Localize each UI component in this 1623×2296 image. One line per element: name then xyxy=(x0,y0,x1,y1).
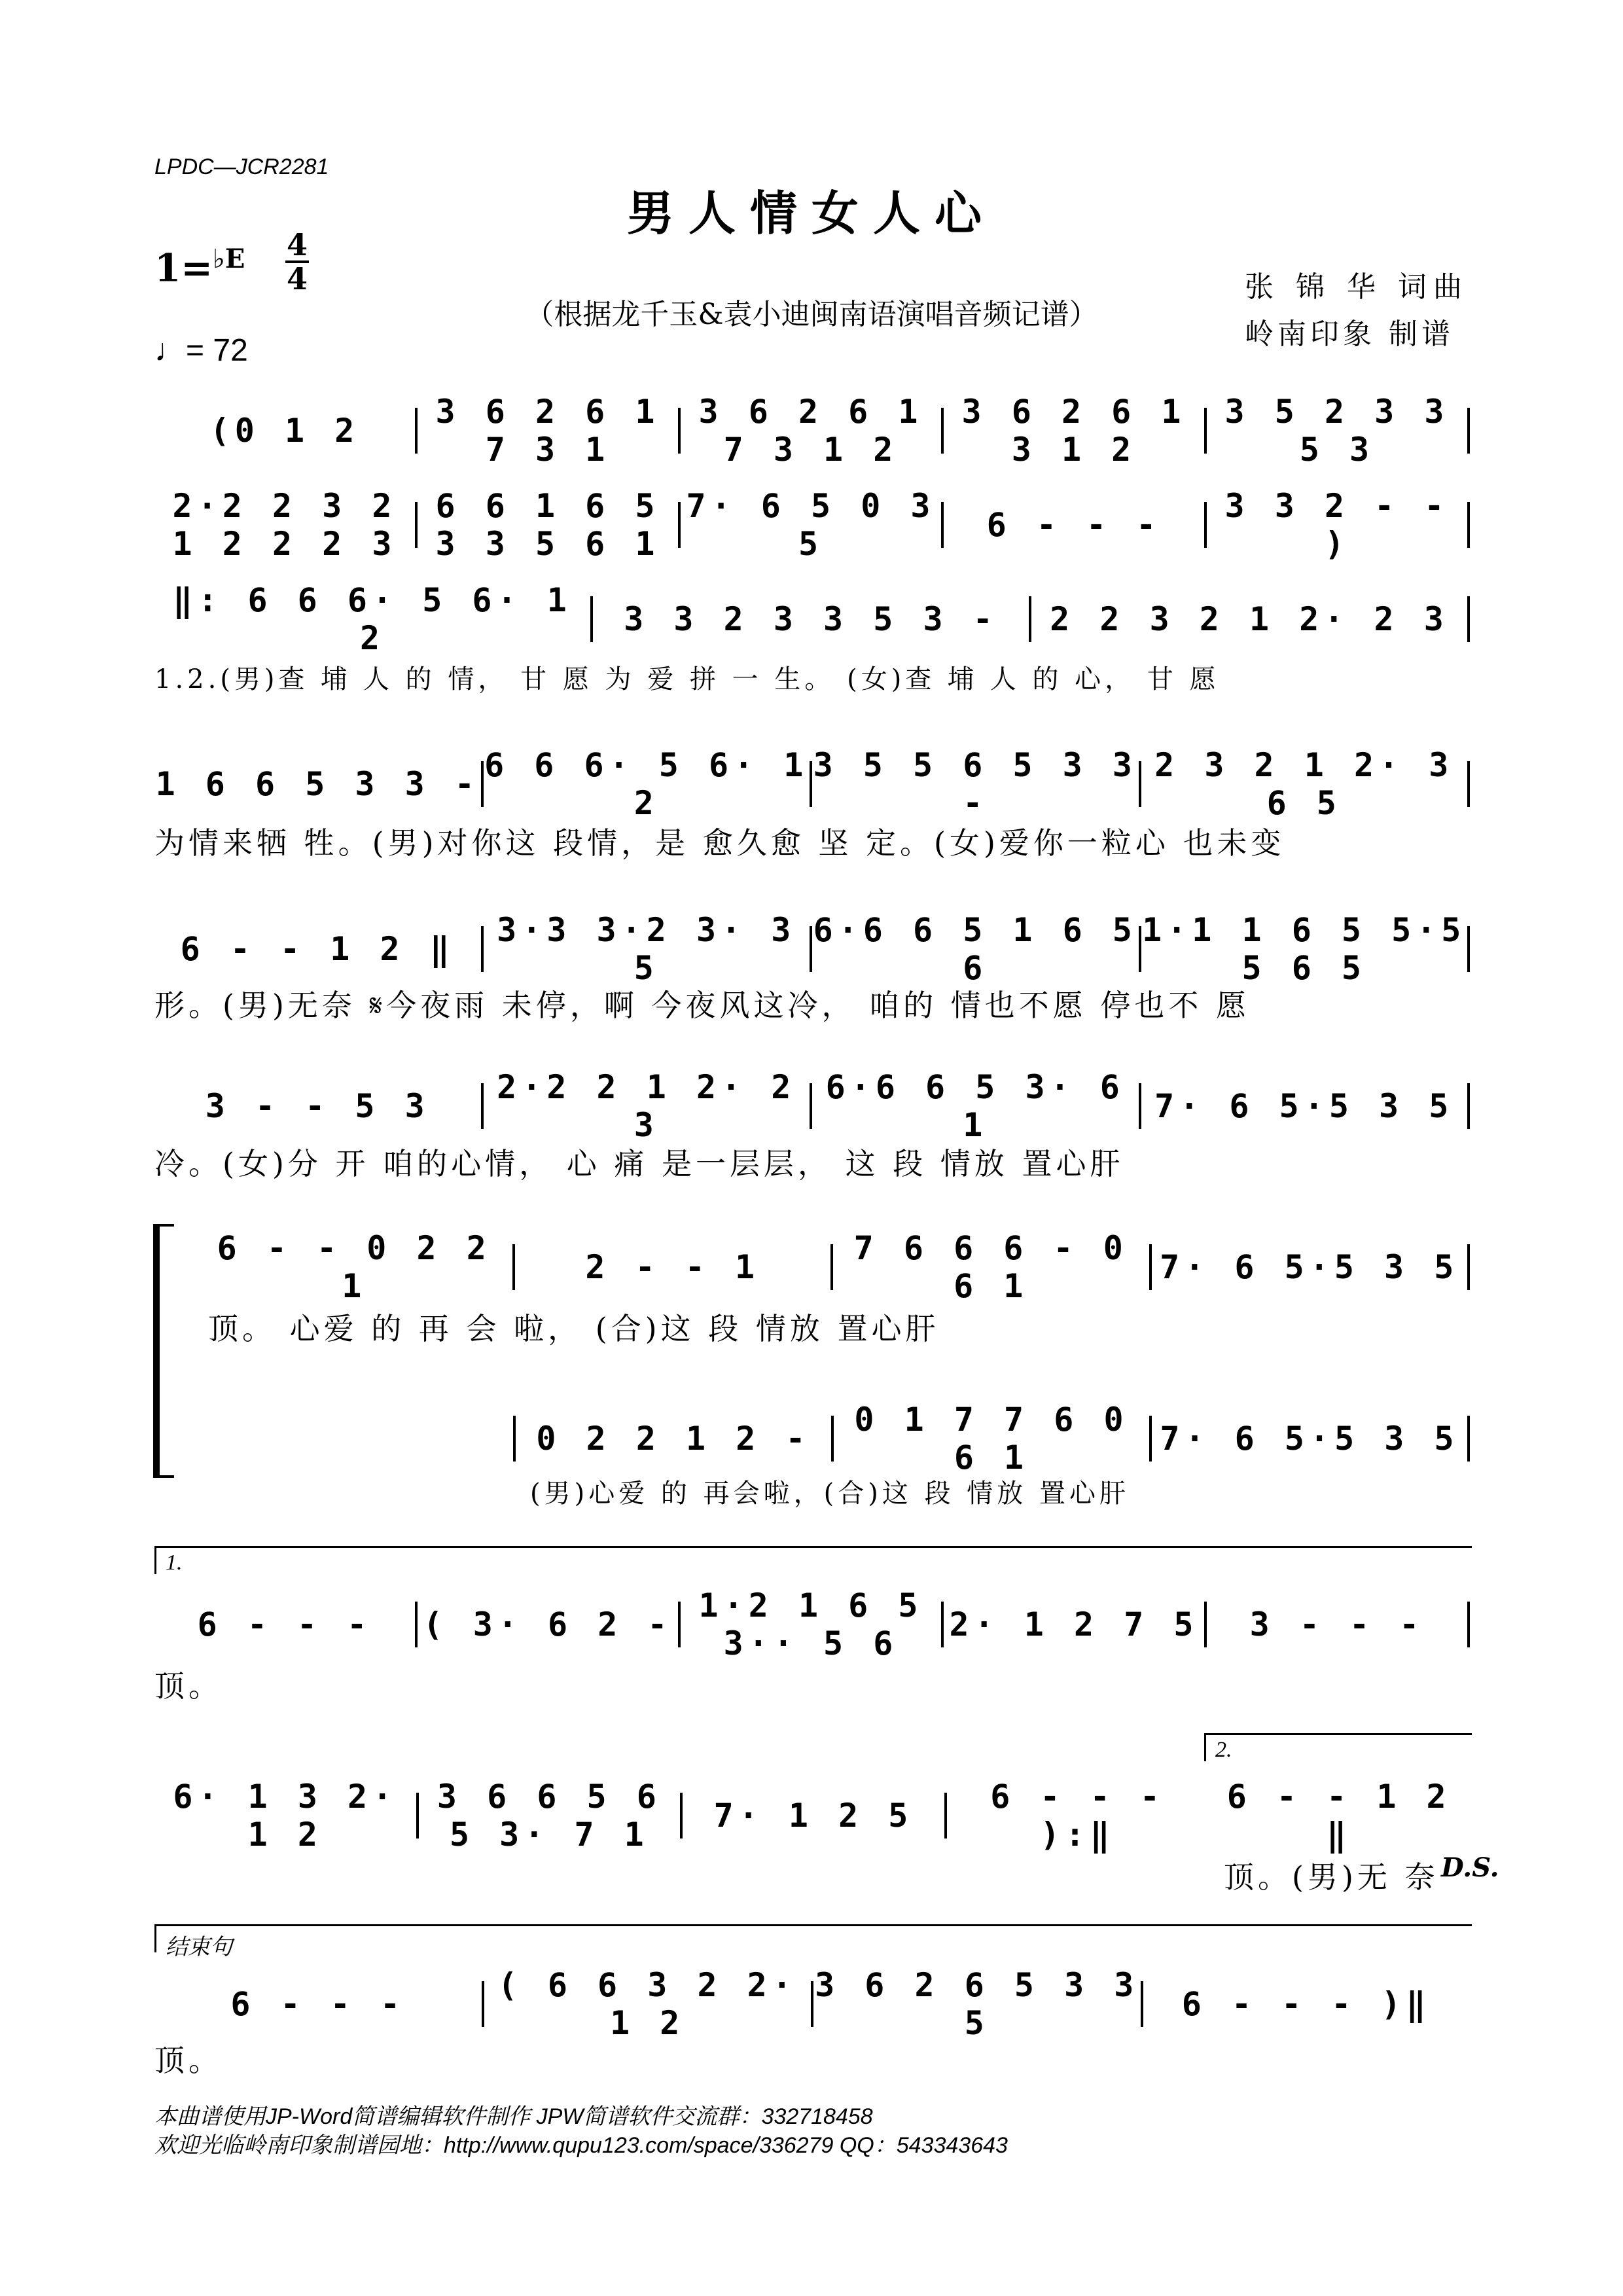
lyric-row-7: 顶。 心爱 的 再 会 啦， (合)这 段 情放 置心肝 xyxy=(208,1311,940,1346)
lyric-row-4: 为情来牺 牲。(男)对你这 段情，是 愈久愈 坚 定。(女)爱你一粒心 也未变 xyxy=(154,825,1285,861)
measure: 1 6 6 5 3 3 - xyxy=(155,765,480,803)
measure: ( 6 6 3 2 2· 1 2 xyxy=(497,1966,797,2042)
measure: 3 6 2 6 1 7 3 1 xyxy=(435,393,660,469)
measure: ‖: 6 6 6· 5 6· 1 2 xyxy=(173,581,572,657)
measure: 3·3 3·2 3· 3 5 xyxy=(497,911,796,987)
footer-website: 欢迎光临岭南印象制谱园地：http://www.qupu123.com/space/336279 QQ：543343643 xyxy=(154,2133,1008,2158)
measure: 6 - - - xyxy=(230,1985,406,2023)
measure: 6 6 1 6 5 3 3 5 6 1 xyxy=(435,487,660,563)
time-signature: 4 4 xyxy=(286,227,308,296)
measure: 2 3 2 1 2· 3 6 5 xyxy=(1154,746,1454,822)
measure: 6 6 6· 5 6· 1 2 xyxy=(484,746,809,822)
volta-1: 1. xyxy=(154,1546,1472,1574)
measure: 6 - - - )‖ xyxy=(1181,1985,1431,2023)
measure: 3 3 2 3 3 5 3 - xyxy=(624,600,998,638)
measure: 2 - - 1 xyxy=(585,1248,760,1286)
lyric-row-9: 顶。 xyxy=(154,1668,223,1704)
dal-segno: D.S. xyxy=(1441,1852,1499,1883)
measure: 6 - - 0 2 2 1 xyxy=(217,1229,491,1305)
score-row-6 xyxy=(154,1068,1470,1144)
measure: 0 1 7 7 6 0 6 1 xyxy=(854,1401,1129,1477)
measure: 1·1 1 6 5 5·5 5 6 5 xyxy=(1142,911,1467,987)
page-title: 男人情女人心 xyxy=(626,185,996,241)
measure: 2·2 2 3 2 1 2 2 2 3 xyxy=(172,487,397,563)
score-row-5 xyxy=(154,911,1470,987)
measure: 0 2 2 1 2 - xyxy=(536,1420,811,1458)
measure: 6 - - 1 2 ‖ xyxy=(1226,1778,1452,1854)
score-row-9 xyxy=(154,1587,1470,1662)
measure: 7· 1 2 5 xyxy=(713,1797,914,1835)
measure: ( 3· 6 2 - xyxy=(423,1605,673,1643)
measure: 3 - - - xyxy=(1249,1605,1425,1643)
measure: 6 - - 1 2 ‖ xyxy=(180,930,455,968)
lyric-row-8: (男)心爱 的 再会啦，(合)这 段 情放 置心肝 xyxy=(530,1479,1130,1509)
measure: 3 6 2 6 1 3 1 2 xyxy=(961,393,1186,469)
measure: 1·2 1 6 5 3·· 5 6 xyxy=(698,1587,923,1662)
composer: 张 锦 华 词曲 xyxy=(1245,270,1469,304)
measure: 2·2 2 1 2· 2 3 xyxy=(497,1068,796,1144)
lyric-row-11: 顶。 xyxy=(154,2043,223,2078)
measure: 3 6 6 5 6 5 3· 7 1 xyxy=(437,1778,662,1854)
score-row-3 xyxy=(154,581,1470,657)
footer-software: 本曲谱使用JP-Word简谱编辑软件制作 JPW简谱软件交流群：332718458 xyxy=(154,2104,873,2129)
measure: 3 6 2 6 1 7 3 1 2 xyxy=(698,393,923,469)
measure: 6·6 6 5 3· 6 1 xyxy=(825,1068,1125,1144)
arranger: 岭南印象 制谱 xyxy=(1245,317,1454,351)
measure: 6 - - - xyxy=(197,1605,372,1643)
measure: 7· 6 5·5 3 5 xyxy=(1160,1248,1459,1286)
key-signature: 1=$^{♭E}$ xyxy=(154,243,245,291)
system-bracket xyxy=(153,1224,174,1478)
measure: 6 - - - xyxy=(986,506,1162,544)
lyric-row-10: 顶。(男)无 奈 xyxy=(1224,1859,1439,1895)
measure: 2· 1 2 7 5 xyxy=(949,1605,1199,1643)
measure: 3 5 5 6 5 3 3 - xyxy=(813,746,1137,822)
measure: 6· 1 3 2· 1 2 xyxy=(173,1778,398,1854)
score-row-11 xyxy=(154,1966,1470,2042)
lyric-row-6: 冷。(女)分 开 咱的心情， 心 痛 是一层层， 这 段 情放 置心肝 xyxy=(154,1146,1124,1181)
subtitle: （根据龙千玉&袁小迪闽南语演唱音频记谱） xyxy=(525,298,1098,331)
measure: 7· 6 5·5 3 5 xyxy=(1154,1087,1454,1125)
lyric-row-5: 形。(男)无奈 𝄋今夜雨 未停，啊 今夜风这冷， 咱的 情也不愿 停也不 愿 xyxy=(154,988,1251,1023)
score-row-8 xyxy=(513,1401,1470,1477)
score-row-7 xyxy=(196,1229,1470,1305)
tempo-marking: ♩= 72 xyxy=(154,333,248,368)
score-row-2 xyxy=(154,487,1470,563)
measure: 2 2 3 2 1 2· 2 3 xyxy=(1050,600,1449,638)
score-code: LPDC—JCR2281 xyxy=(154,154,329,179)
score-row-10 xyxy=(154,1778,1470,1854)
measure: 7· 6 5·5 3 5 xyxy=(1160,1420,1459,1458)
measure: 3 - - 5 3 xyxy=(205,1087,430,1125)
measure: 6 - - - ):‖ xyxy=(990,1778,1165,1854)
key-flat: ♭E xyxy=(212,243,245,274)
measure: 7 6 6 6 - 0 6 1 xyxy=(853,1229,1128,1305)
measure: 7· 6 5 0 3 5 xyxy=(686,487,936,563)
measure: (0 1 2 xyxy=(209,412,360,450)
measure: 3 6 2 6 5 3 3 5 xyxy=(815,1966,1139,2042)
score-row-4 xyxy=(154,746,1470,822)
measure: 3 5 2 3 3 5 3 xyxy=(1224,393,1450,469)
ending-bracket: 结束句 xyxy=(154,1924,1472,1952)
score-row-1 xyxy=(154,393,1470,469)
measure: 3 3 2 - - ) xyxy=(1224,487,1450,563)
measure: 6·6 6 5 1 6 5 6 xyxy=(813,911,1137,987)
volta-2: 2. xyxy=(1204,1733,1472,1761)
lyric-row-3: 1.2.(男)查 埔 人 的 情， 甘 愿 为 爱 拼 一 生。 (女)查 埔 人 的 心， 甘 愿 xyxy=(154,664,1220,694)
